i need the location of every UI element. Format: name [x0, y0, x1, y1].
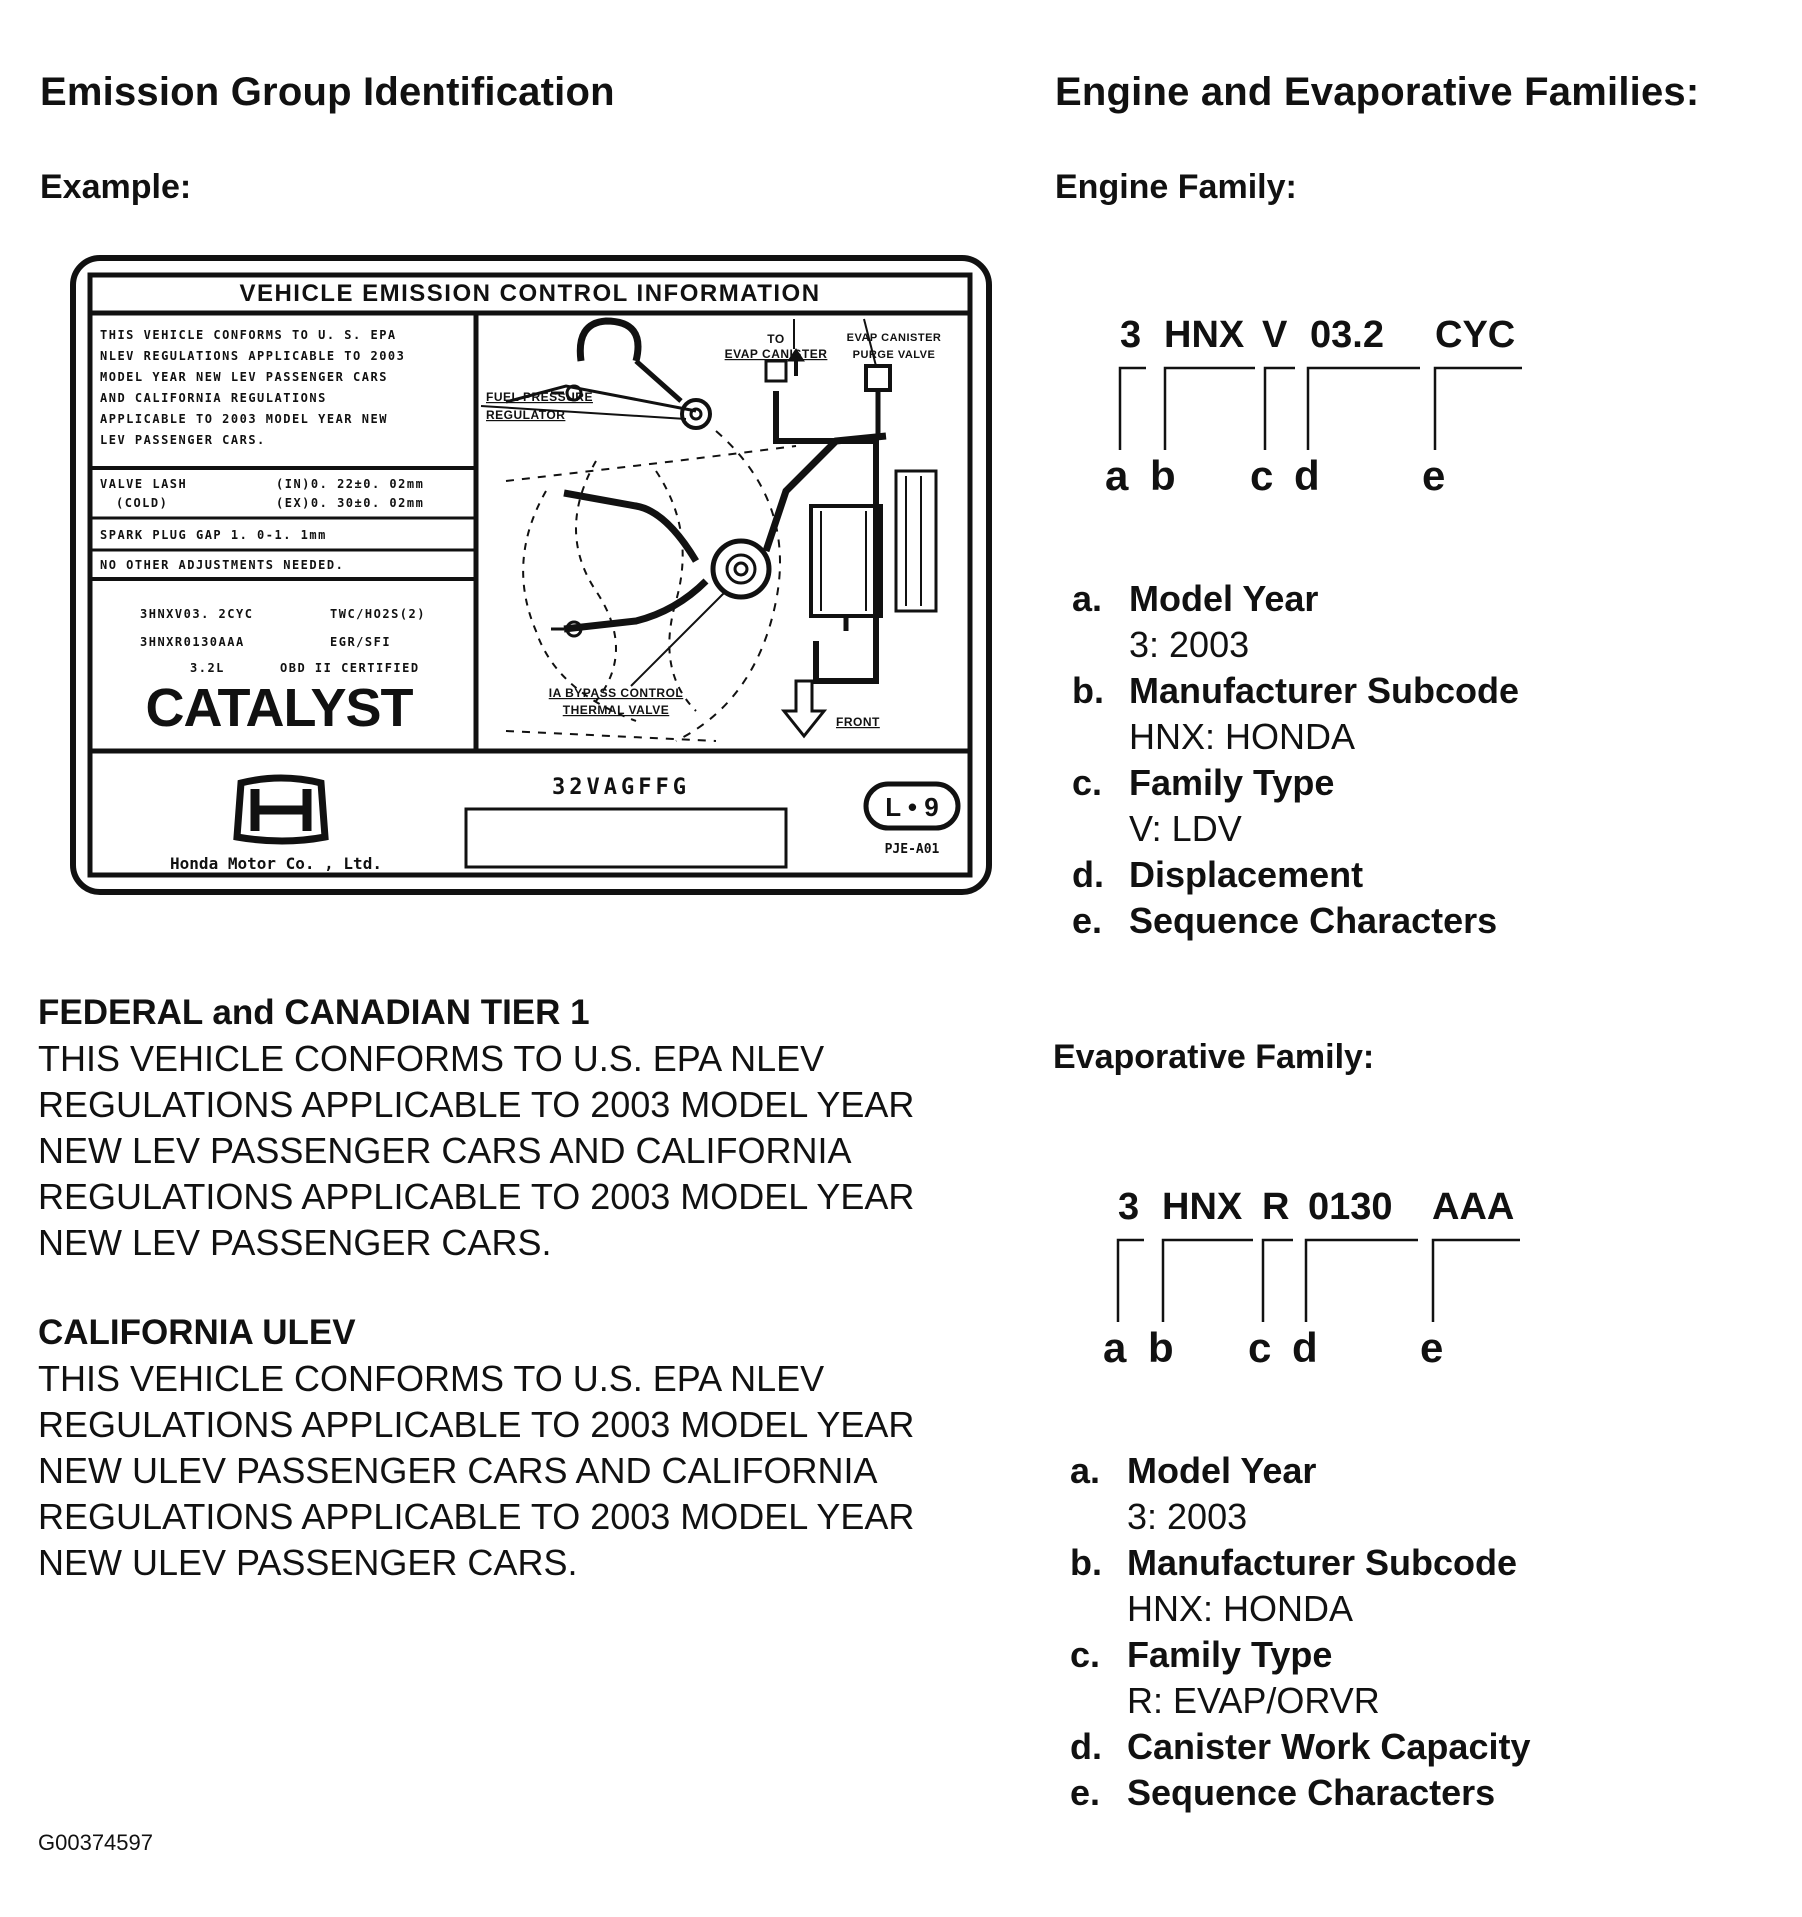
diagram-label-fuel-pressure-1: FUEL PRESSURE: [486, 390, 593, 404]
legend-item: e. Sequence Characters: [1070, 1772, 1496, 1813]
emission-label-panel: [70, 255, 992, 895]
evap-legend: [1070, 1448, 1530, 1816]
label-code: 32VAGFFG: [552, 775, 690, 800]
legend-value: HNX: HONDA: [1127, 1588, 1354, 1629]
no-other-adjustments: NO OTHER ADJUSTMENTS NEEDED.: [100, 558, 345, 572]
diagram-label-evap-canister: EVAP CANISTER: [724, 347, 828, 361]
engine-code-part: V: [1262, 314, 1288, 356]
egr-label: EGR/SFI: [330, 635, 392, 649]
label-header: VEHICLE EMISSION CONTROL INFORMATION: [239, 280, 821, 307]
evap-letter: e: [1420, 1324, 1444, 1371]
engine-family-code: 3HNXV03. 2CYC: [140, 607, 254, 621]
diagram-label-front: FRONT: [836, 715, 880, 729]
legend-item: d. Canister Work Capacity: [1070, 1726, 1531, 1767]
engine-bracket-lines: [1110, 360, 1530, 450]
legend-item: a. Model Year: [1072, 578, 1319, 619]
part-code: PJE-A01: [884, 842, 940, 857]
l9-badge-text: L • 9: [885, 792, 939, 822]
engine-letter: d: [1294, 452, 1320, 499]
engine-code-part: 3: [1120, 314, 1142, 356]
engine-code-part: CYC: [1435, 314, 1516, 356]
honda-logo-icon: [237, 778, 325, 841]
conformity-line: LEV PASSENGER CARS.: [100, 433, 266, 447]
legend-item: b. Manufacturer Subcode: [1072, 670, 1520, 711]
legend-value: V: LDV: [1129, 808, 1242, 849]
emission-group-title: Emission Group Identification: [40, 70, 615, 114]
legend-item: d. Displacement: [1072, 854, 1364, 895]
conformity-line: AND CALIFORNIA REGULATIONS: [100, 391, 327, 405]
evap-letter: d: [1292, 1324, 1318, 1371]
legend-value: 3: 2003: [1127, 1496, 1248, 1537]
california-heading: CALIFORNIA ULEV: [38, 1313, 356, 1352]
conformity-line: MODEL YEAR NEW LEV PASSENGER CARS: [100, 370, 388, 384]
emission-label-graphic: [76, 261, 986, 889]
diagram-label-ia-bypass-1: IA BYPASS CONTROL: [548, 686, 684, 700]
manufacturer-name: Honda Motor Co. , Ltd.: [170, 854, 382, 873]
evap-letter: b: [1148, 1324, 1174, 1371]
legend-item: c. Family Type: [1072, 762, 1335, 803]
displacement-label: 3.2L: [190, 661, 225, 675]
valve-lash-cold: (COLD): [116, 496, 169, 510]
families-title: Engine and Evaporative Families:: [1055, 70, 1700, 114]
evap-family-heading: Evaporative Family:: [1053, 1038, 1375, 1076]
figure-id: G00374597: [38, 1830, 153, 1855]
evap-bracket-lines: [1108, 1232, 1528, 1322]
engine-letter: c: [1250, 452, 1274, 499]
blank-field: [466, 809, 786, 867]
federal-text: THIS VEHICLE CONFORMS TO U.S. EPA NLEV REGULATIONS APPLICABLE TO 2003 MODEL YEAR NEW LEV PASSENGER CARS AND CALIFORNIA REGULATIONS APPLICABLE TO 2003 MODEL YEAR NEW LEV PASSENGER CARS.: [38, 1038, 915, 1263]
evap-code-part: R: [1262, 1186, 1290, 1228]
evap-letter: c: [1248, 1324, 1272, 1371]
evap-code-part: HNX: [1162, 1186, 1243, 1228]
diagram-label-purge-2: PURGE VALVE: [852, 349, 936, 361]
engine-code-part: 03.2: [1310, 314, 1384, 356]
engine-code-part: HNX: [1164, 314, 1245, 356]
evap-code-part: AAA: [1432, 1186, 1515, 1228]
legend-value: 3: 2003: [1129, 624, 1250, 665]
diagram-label-ia-bypass-2: THERMAL VALVE: [562, 703, 670, 717]
legend-item: e. Sequence Characters: [1072, 900, 1498, 941]
example-label: Example:: [40, 168, 192, 206]
engine-letter: b: [1150, 452, 1176, 499]
engine-family-heading: Engine Family:: [1055, 168, 1297, 206]
evap-family-code: 3HNXR0130AAA: [140, 635, 245, 649]
federal-heading: FEDERAL and CANADIAN TIER 1: [38, 993, 590, 1032]
legend-item: b. Manufacturer Subcode: [1070, 1542, 1518, 1583]
engine-letter: a: [1105, 452, 1129, 499]
twc-label: TWC/HO2S(2): [330, 607, 426, 621]
conformity-line: APPLICABLE TO 2003 MODEL YEAR NEW: [100, 412, 388, 426]
legend-item: c. Family Type: [1070, 1634, 1333, 1675]
conformity-line: THIS VEHICLE CONFORMS TO U. S. EPA: [100, 328, 397, 342]
conformity-line: NLEV REGULATIONS APPLICABLE TO 2003: [100, 349, 406, 363]
spark-plug-gap: SPARK PLUG GAP 1. 0-1. 1mm: [100, 528, 327, 542]
evap-letter: a: [1103, 1324, 1127, 1371]
california-text: THIS VEHICLE CONFORMS TO U.S. EPA NLEV REGULATIONS APPLICABLE TO 2003 MODEL YEAR NEW ULEV PASSENGER CARS AND CALIFORNIA REGULATIONS APPLICABLE TO 2003 MODEL YEAR NEW ULEV PASSENGER CARS.: [38, 1358, 915, 1583]
diagram-label-fuel-pressure-2: REGULATOR: [486, 408, 566, 422]
diagram-label-purge-1: EVAP CANISTER: [846, 332, 942, 344]
evap-code-part: 0130: [1308, 1186, 1393, 1228]
diagram-label-to: TO: [767, 332, 785, 346]
valve-lash-label: VALVE LASH: [100, 477, 188, 491]
catalyst-label: CATALYST: [145, 678, 413, 738]
legend-value: HNX: HONDA: [1129, 716, 1356, 757]
valve-lash-in: (IN)0. 22±0. 02mm: [276, 477, 425, 491]
engine-legend: [1072, 576, 1519, 944]
legend-item: a. Model Year: [1070, 1450, 1317, 1491]
evap-code-part: 3: [1118, 1186, 1140, 1228]
obd-label: OBD II CERTIFIED: [280, 661, 420, 675]
engine-letter: e: [1422, 452, 1446, 499]
legend-value: R: EVAP/ORVR: [1127, 1680, 1380, 1721]
valve-lash-ex: (EX)0. 30±0. 02mm: [276, 496, 425, 510]
